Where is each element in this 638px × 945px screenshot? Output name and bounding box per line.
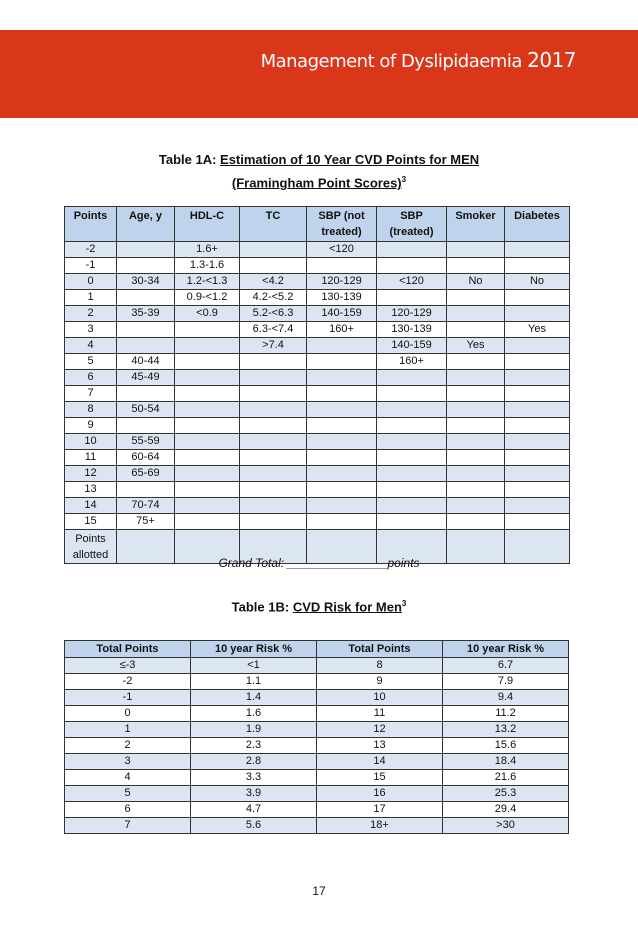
table-cell: 15 <box>317 770 443 786</box>
table-cell: 4 <box>65 338 117 354</box>
table-cell: 11 <box>317 706 443 722</box>
table-cell <box>307 338 377 354</box>
table-cell: 140-159 <box>377 338 447 354</box>
table-cell: 14 <box>65 498 117 514</box>
table-cell: 75+ <box>117 514 175 530</box>
table-cell <box>377 498 447 514</box>
table-cell <box>117 338 175 354</box>
column-header: Smoker <box>447 207 505 242</box>
table-1a-ref: 3 <box>401 175 407 184</box>
table-cell <box>505 514 570 530</box>
table-cell <box>505 290 570 306</box>
table-row <box>65 818 569 834</box>
column-header: Total Points <box>317 641 443 658</box>
table-cell <box>505 482 570 498</box>
table-row <box>65 802 569 818</box>
table-cell <box>447 402 505 418</box>
column-header: Age, y <box>117 207 175 242</box>
table-row <box>65 258 570 274</box>
table-1b-ref: 3 <box>401 599 407 608</box>
table-cell: 12 <box>317 722 443 738</box>
table-1b-heading <box>0 599 638 614</box>
table-cell: 1.1 <box>191 674 317 690</box>
table-cell: 8 <box>317 658 443 674</box>
table-cell <box>175 434 240 450</box>
table-cell <box>307 258 377 274</box>
table-cell: 3 <box>65 754 191 770</box>
table-cell: -2 <box>65 674 191 690</box>
table-cell <box>447 322 505 338</box>
table-cell: 10 <box>317 690 443 706</box>
table-cell: 2 <box>65 738 191 754</box>
table-cell <box>175 402 240 418</box>
table-row <box>65 690 569 706</box>
table-cell <box>175 354 240 370</box>
table-cell <box>175 418 240 434</box>
table-cell <box>307 418 377 434</box>
table-cell: 6 <box>65 370 117 386</box>
table-cell: 1.4 <box>191 690 317 706</box>
table-cell <box>307 450 377 466</box>
table-cell <box>447 418 505 434</box>
column-header: SBP (treated) <box>377 207 447 242</box>
table-cell: 18+ <box>317 818 443 834</box>
table-row <box>65 770 569 786</box>
header-banner <box>0 30 638 118</box>
table-cell <box>307 386 377 402</box>
table-cell: 55-59 <box>117 434 175 450</box>
table-cell: 3.3 <box>191 770 317 786</box>
table-cell <box>117 258 175 274</box>
table-cell: Points allotted <box>65 530 117 564</box>
table-row <box>65 514 570 530</box>
table-cell: 1 <box>65 290 117 306</box>
table-cell: 10 <box>65 434 117 450</box>
table-cell <box>377 418 447 434</box>
table-cell: 6.3-<7.4 <box>240 322 307 338</box>
table-cell <box>377 450 447 466</box>
table-1a-header-row <box>65 207 570 242</box>
column-header: 10 year Risk % <box>191 641 317 658</box>
table-cell <box>240 402 307 418</box>
column-header: Total Points <box>65 641 191 658</box>
table-cell: 8 <box>65 402 117 418</box>
table-cell: 45-49 <box>117 370 175 386</box>
table-cell: 0 <box>65 274 117 290</box>
table-cell <box>377 514 447 530</box>
table-row <box>65 242 570 258</box>
table-cell: -1 <box>65 258 117 274</box>
table-cell: <120 <box>377 274 447 290</box>
table-row <box>65 450 570 466</box>
table-cell <box>240 258 307 274</box>
table-cell: 4.7 <box>191 802 317 818</box>
table-row <box>65 706 569 722</box>
table-cell <box>447 258 505 274</box>
table-cell: 6.7 <box>443 658 569 674</box>
table-cell <box>505 402 570 418</box>
table-cell: 130-139 <box>307 290 377 306</box>
table-cell: 3 <box>65 322 117 338</box>
table-cell <box>175 338 240 354</box>
table-cell: 4.2-<5.2 <box>240 290 307 306</box>
table-cell: 12 <box>65 466 117 482</box>
table-cell: 70-74 <box>117 498 175 514</box>
table-cell <box>307 466 377 482</box>
table-cell: 6 <box>65 802 191 818</box>
table-cell: 120-129 <box>307 274 377 290</box>
table-cell: 1.3-1.6 <box>175 258 240 274</box>
table-row <box>65 722 569 738</box>
table-cell: 7 <box>65 818 191 834</box>
table-row <box>65 466 570 482</box>
table-cell <box>307 498 377 514</box>
document-year: 2017 <box>527 48 576 72</box>
table-cell <box>117 386 175 402</box>
table-cell <box>307 434 377 450</box>
table-cell <box>117 242 175 258</box>
table-cell: No <box>447 274 505 290</box>
grand-total: Grand Total: _______________points <box>218 556 420 570</box>
table-cell <box>175 450 240 466</box>
table-cell <box>447 242 505 258</box>
table-cell: 3.9 <box>191 786 317 802</box>
table-cell: 160+ <box>377 354 447 370</box>
table-cell: 130-139 <box>377 322 447 338</box>
table-cell <box>307 354 377 370</box>
table-1a-subtitle: (Framingham Point Scores) <box>231 175 402 191</box>
table-cell: 1.6+ <box>175 242 240 258</box>
table-cell <box>447 482 505 498</box>
table-cell: <0.9 <box>175 306 240 322</box>
table-1b <box>64 640 569 834</box>
table-cell <box>240 386 307 402</box>
table-cell <box>377 242 447 258</box>
table-row <box>65 738 569 754</box>
table-row <box>65 290 570 306</box>
table-cell: 9 <box>317 674 443 690</box>
table-cell: 17 <box>317 802 443 818</box>
table-cell <box>307 482 377 498</box>
table-cell <box>240 354 307 370</box>
table-cell <box>377 482 447 498</box>
table-row <box>65 498 570 514</box>
table-cell: 5.6 <box>191 818 317 834</box>
table-cell <box>307 514 377 530</box>
table-cell <box>307 402 377 418</box>
table-cell <box>505 434 570 450</box>
page-number: 17 <box>312 884 326 898</box>
column-header: 10 year Risk % <box>443 641 569 658</box>
table-cell <box>240 418 307 434</box>
table-cell: 35-39 <box>117 306 175 322</box>
table-1a-heading <box>0 150 638 193</box>
table-cell <box>377 370 447 386</box>
table-cell <box>505 338 570 354</box>
table-cell: 2.3 <box>191 738 317 754</box>
table-cell <box>175 322 240 338</box>
table-cell: No <box>505 274 570 290</box>
table-cell <box>240 242 307 258</box>
table-cell <box>505 242 570 258</box>
table-cell: 50-54 <box>117 402 175 418</box>
column-header: Points <box>65 207 117 242</box>
table-cell: 25.3 <box>443 786 569 802</box>
table-cell <box>447 514 505 530</box>
table-cell <box>117 290 175 306</box>
table-cell <box>505 258 570 274</box>
table-cell: 13 <box>317 738 443 754</box>
table-cell: 15 <box>65 514 117 530</box>
table-1b-label: Table 1B: <box>231 599 293 615</box>
table-cell <box>240 466 307 482</box>
table-cell: 13.2 <box>443 722 569 738</box>
table-cell: 120-129 <box>377 306 447 322</box>
table-row <box>65 354 570 370</box>
table-cell: -2 <box>65 242 117 258</box>
table-cell <box>447 434 505 450</box>
table-cell: 21.6 <box>443 770 569 786</box>
table-cell: 140-159 <box>307 306 377 322</box>
table-cell <box>377 402 447 418</box>
table-cell <box>505 306 570 322</box>
table-cell <box>240 450 307 466</box>
table-cell: 1 <box>65 722 191 738</box>
table-row <box>65 322 570 338</box>
table-cell <box>240 514 307 530</box>
table-1a-title: Estimation of 10 Year CVD Points for MEN <box>220 152 480 167</box>
table-cell: 9 <box>65 418 117 434</box>
table-cell: 14 <box>317 754 443 770</box>
table-cell <box>175 482 240 498</box>
table-row <box>65 434 570 450</box>
table-cell: -1 <box>65 690 191 706</box>
table-cell <box>505 466 570 482</box>
table-cell: 4 <box>65 770 191 786</box>
table-cell: 30-34 <box>117 274 175 290</box>
table-row <box>65 402 570 418</box>
table-cell: 11.2 <box>443 706 569 722</box>
table-row <box>65 338 570 354</box>
table-cell: 1.9 <box>191 722 317 738</box>
table-cell <box>175 514 240 530</box>
table-row <box>65 658 569 674</box>
table-cell: 1.2-<1.3 <box>175 274 240 290</box>
table-cell: 65-69 <box>117 466 175 482</box>
table-cell <box>505 354 570 370</box>
table-cell: <4.2 <box>240 274 307 290</box>
table-cell: 15.6 <box>443 738 569 754</box>
table-row <box>65 306 570 322</box>
table-cell <box>377 466 447 482</box>
table-cell <box>505 370 570 386</box>
table-cell: ≤-3 <box>65 658 191 674</box>
table-cell <box>447 386 505 402</box>
table-cell: 5.2-<6.3 <box>240 306 307 322</box>
document-title <box>261 48 576 72</box>
table-cell <box>447 354 505 370</box>
table-cell <box>117 418 175 434</box>
table-cell <box>377 258 447 274</box>
table-cell <box>505 418 570 434</box>
table-cell: Yes <box>505 322 570 338</box>
table-1a-label: Table 1A: <box>158 152 221 167</box>
table-cell <box>117 322 175 338</box>
table-cell: 40-44 <box>117 354 175 370</box>
table-cell: >30 <box>443 818 569 834</box>
table-cell: 29.4 <box>443 802 569 818</box>
column-header: TC <box>240 207 307 242</box>
table-cell: 5 <box>65 786 191 802</box>
table-cell <box>175 498 240 514</box>
column-header: HDL-C <box>175 207 240 242</box>
column-header: Diabetes <box>505 207 570 242</box>
table-cell <box>240 482 307 498</box>
table-cell: 5 <box>65 354 117 370</box>
table-cell <box>240 498 307 514</box>
table-cell: 0.9-<1.2 <box>175 290 240 306</box>
table-cell: 2.8 <box>191 754 317 770</box>
table-cell: 16 <box>317 786 443 802</box>
table-cell: 11 <box>65 450 117 466</box>
table-cell: 9.4 <box>443 690 569 706</box>
table-cell: 1.6 <box>191 706 317 722</box>
table-cell: 7.9 <box>443 674 569 690</box>
table-cell <box>447 498 505 514</box>
table-cell: 160+ <box>307 322 377 338</box>
table-cell <box>117 482 175 498</box>
table-cell <box>175 466 240 482</box>
table-cell <box>175 386 240 402</box>
table-cell: Yes <box>447 338 505 354</box>
table-cell <box>505 386 570 402</box>
table-cell: >7.4 <box>240 338 307 354</box>
table-row <box>65 482 570 498</box>
table-row <box>65 674 569 690</box>
table-row <box>65 418 570 434</box>
table-cell <box>377 434 447 450</box>
table-cell <box>175 370 240 386</box>
table-cell <box>307 370 377 386</box>
table-cell: 60-64 <box>117 450 175 466</box>
table-cell <box>447 466 505 482</box>
table-cell <box>447 370 505 386</box>
table-cell <box>240 434 307 450</box>
table-cell: 2 <box>65 306 117 322</box>
column-header: SBP (not treated) <box>307 207 377 242</box>
document-title-text: Management of Dyslipidaemia <box>260 51 522 72</box>
table-1a <box>64 206 570 564</box>
table-row <box>65 754 569 770</box>
table-cell <box>447 306 505 322</box>
table-row <box>65 386 570 402</box>
table-cell <box>447 290 505 306</box>
table-cell <box>505 498 570 514</box>
table-row <box>65 370 570 386</box>
table-cell: <1 <box>191 658 317 674</box>
table-cell <box>505 450 570 466</box>
table-row <box>65 786 569 802</box>
table-cell: 7 <box>65 386 117 402</box>
table-cell <box>377 386 447 402</box>
table-cell: 18.4 <box>443 754 569 770</box>
table-row <box>65 274 570 290</box>
table-1b-header-row <box>65 641 569 658</box>
table-1b-title: CVD Risk for Men <box>292 599 402 615</box>
table-cell: <120 <box>307 242 377 258</box>
table-cell: 13 <box>65 482 117 498</box>
table-cell <box>240 370 307 386</box>
table-cell <box>447 450 505 466</box>
table-cell <box>377 290 447 306</box>
table-cell: 0 <box>65 706 191 722</box>
